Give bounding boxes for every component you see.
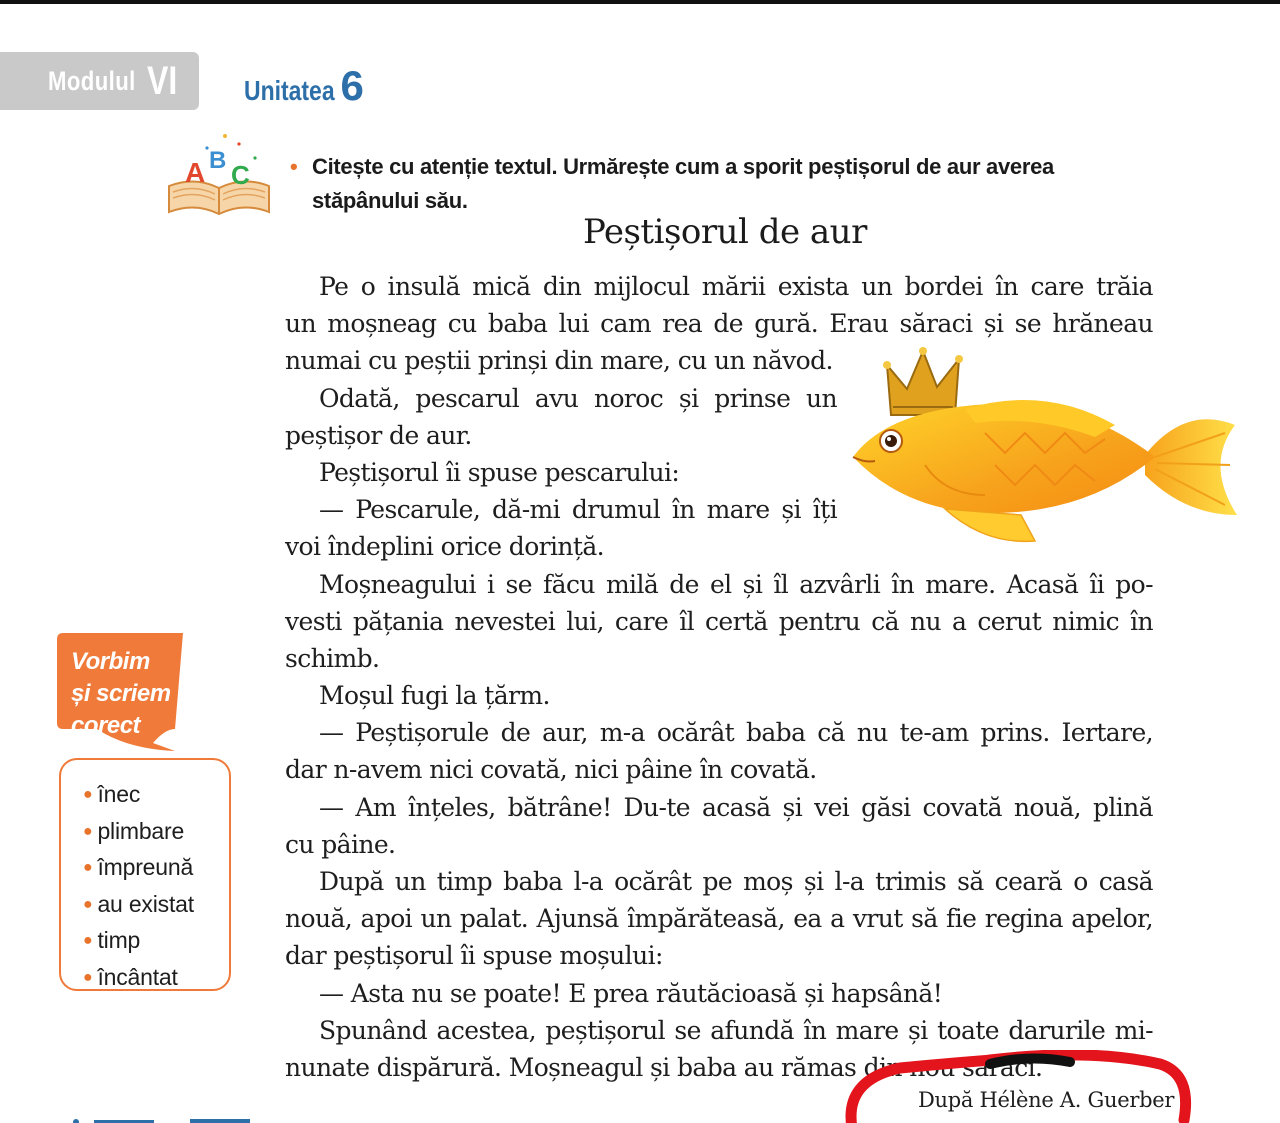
abc-letter-c: C — [231, 160, 250, 190]
cut-off-heading-fragment — [70, 1116, 270, 1123]
story-line: voi îndeplini orice dorință. — [285, 532, 604, 562]
word-text: plimbare — [97, 817, 185, 844]
vorbim-label-line-3: corect — [71, 712, 141, 739]
story-line: peștișor de aur. — [285, 420, 472, 450]
story-line: Moșul fugi la țărm. — [319, 681, 550, 711]
bullet-dot: ● — [83, 859, 93, 876]
list-item — [83, 778, 229, 815]
module-number: VI — [146, 58, 178, 103]
module-word: Modulul — [48, 65, 136, 96]
vorbim-label — [71, 646, 191, 742]
abc-book-icon — [163, 128, 275, 220]
unit-number: 6 — [340, 62, 364, 109]
story-line: Spunând acestea, peștișorul se afundă în mare și toate darurile mi- — [319, 1015, 1153, 1045]
unit-label — [244, 62, 364, 110]
story-line: nouă, apoi un palat. Ajunsă împărăteasă, ea a vrut să fie regina apelor, — [285, 904, 1153, 934]
story-line: dar n-avem nici covată, nici pâine în covată. — [285, 755, 817, 785]
crown-icon — [883, 347, 963, 415]
story-line: nunate dispărură. Moșneagul și baba au rămas din nou săraci. — [285, 1052, 1043, 1082]
story-line: — Pescarule, dă-mi drumul în mare și îți — [319, 495, 837, 525]
golden-fish-illustration — [845, 345, 1240, 560]
story-author: După Hélène A. Guerber — [918, 1088, 1175, 1112]
story-line: — Am înțeles, bătrâne! Du-te acasă și vei găsi covată nouă, plină — [319, 792, 1153, 822]
correct-words-list — [83, 778, 229, 997]
word-text: înec — [97, 781, 141, 807]
list-item — [83, 961, 229, 998]
module-tab — [0, 52, 199, 110]
list-item — [83, 815, 229, 852]
bullet-dot: ● — [83, 968, 93, 986]
vorbim-label-line-2: și scriem — [71, 680, 171, 707]
unit-word: Unitatea — [244, 75, 335, 106]
story-line: cu pâine. — [285, 829, 396, 859]
story-line: dar peștișorul îi spuse moșului: — [285, 941, 663, 971]
story-line: Peștișorul îi spuse pescarului: — [319, 457, 680, 487]
story-line: — Asta nu se poate! E prea răutăcioasă și hapsână! — [319, 978, 943, 1008]
story-line: un moșneag cu baba lui cam rea de gură. Erau săraci și se hrăneau — [285, 309, 1153, 339]
bullet-dot: ● — [83, 932, 93, 949]
list-item — [83, 924, 229, 961]
story-line: numai cu peștii prinși din mare, cu un năvod. — [285, 346, 833, 376]
list-item — [83, 851, 229, 888]
story-line: Pe o insulă mică din mijlocul mării exista un bordei în care trăia — [319, 272, 1153, 301]
reading-instruction — [290, 150, 1130, 218]
story-line: După un timp baba l-a ocărât pe moș și l-a trimis să ceară o casă — [319, 867, 1153, 896]
story-line: Odată, pescarul avu noroc și prinse un — [319, 383, 837, 413]
word-text: împreună — [97, 854, 194, 880]
story-title: Peștișorul de aur — [583, 212, 867, 252]
story-line: — Peștișorule de aur, m-a ocărât baba că nu te-am prins. Iertare, — [319, 718, 1153, 748]
instruction-line-2: stăpânului său. — [312, 188, 468, 213]
story-line: Moșneagului i se făcu milă de el și îl azvârli în mare. Acasă îi po- — [319, 569, 1153, 599]
abc-letter-a: A — [185, 157, 206, 188]
word-text: timp — [97, 927, 141, 953]
list-item — [83, 888, 229, 925]
bullet-dot: ● — [83, 786, 93, 803]
bullet-dot: ● — [83, 822, 93, 840]
bullet-dot: ● — [83, 895, 93, 913]
instruction-line-1: Citește cu atenție textul. Urmărește cum a sporit peștișorul de aur averea — [312, 154, 1054, 179]
word-text: au existat — [97, 890, 194, 917]
story-line: schimb. — [285, 643, 380, 673]
abc-letter-b: B — [209, 147, 227, 174]
instruction-bullet: • — [290, 154, 298, 179]
correct-words-box — [59, 758, 231, 991]
word-text: încântat — [97, 963, 178, 990]
top-edge-bar — [0, 0, 1280, 4]
vorbim-label-line-1: Vorbim — [71, 648, 150, 675]
story-line: vesti pățania nevestei lui, care îl certă pentru că nu a cerut nimic în — [285, 606, 1153, 636]
